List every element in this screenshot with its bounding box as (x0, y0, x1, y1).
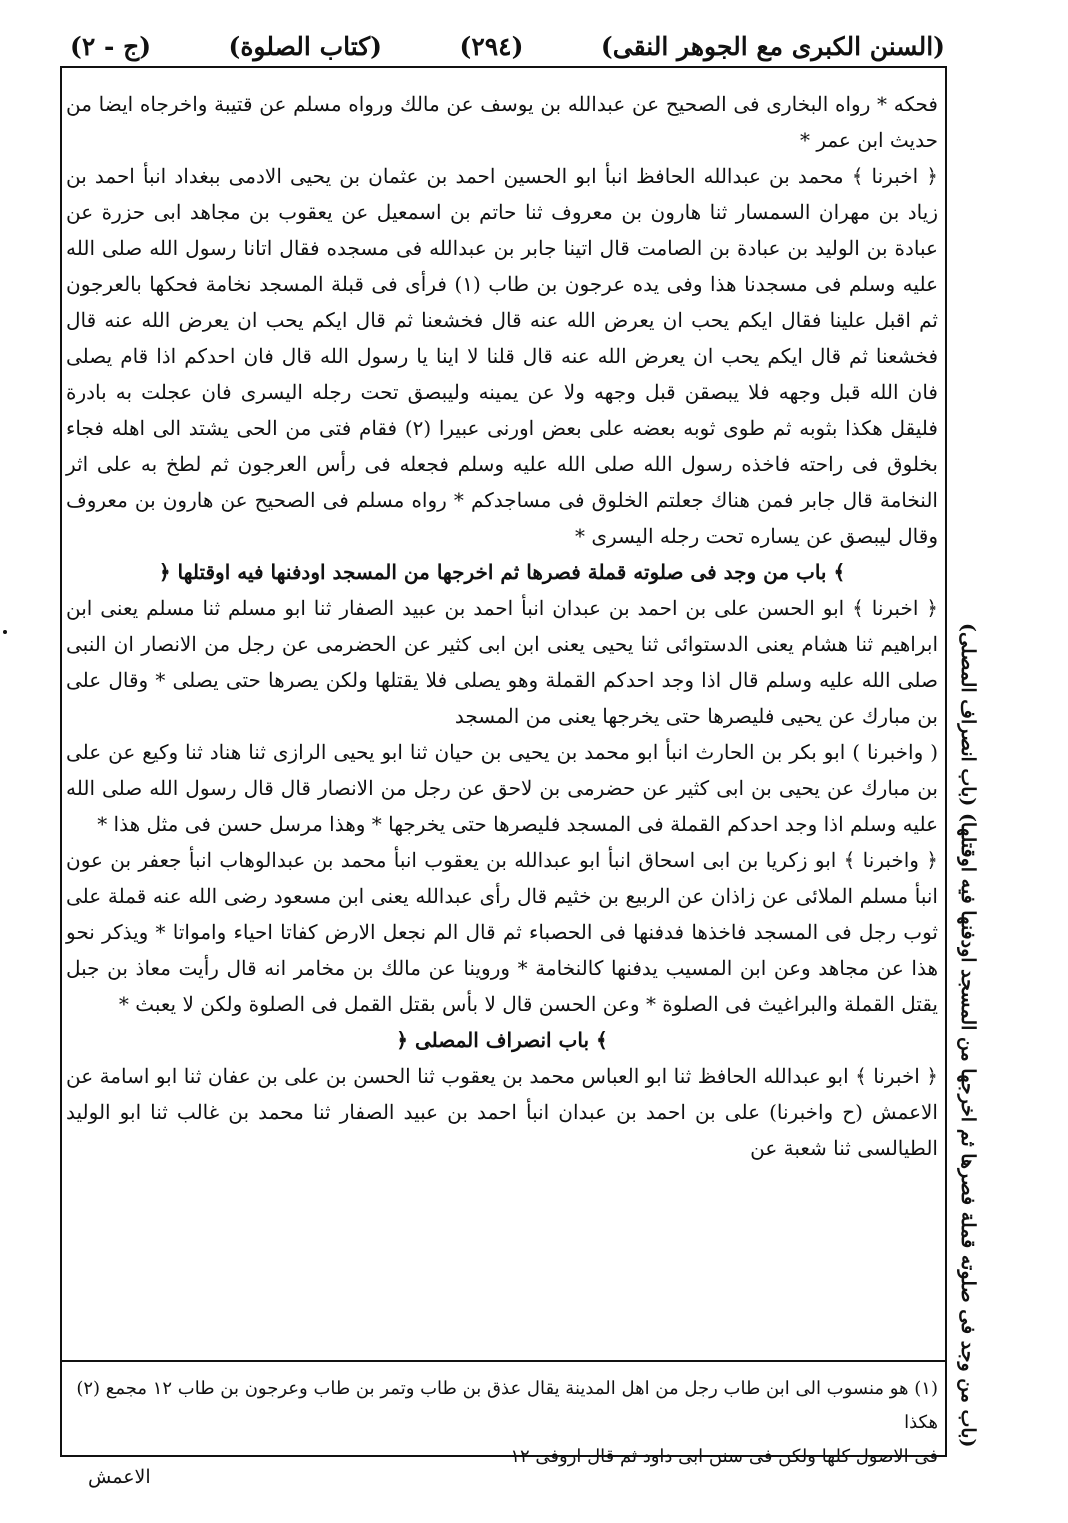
paragraph-4: ( واخبرنا ) ابو بكر بن الحارث انبأ ابو محمد بن يحيى بن حيان ثنا ابو يحيى الرازى ثنا هناد ثنا وكيع عن على بن مبارك عن يحيى بن ابى كثير عن حضرمى بن لاحق عن رجل من الانصار قال قال رسول الله صلى الله عليه وسلم اذا وجد احدكم القملة فى المسجد فليصرها حتى يخرجها * وهذا مرسل حسن فى مثل هذا * (66, 740, 938, 836)
catchword: الاعمش (88, 1466, 151, 1488)
footnote-line-1: (١) هو منسوب الى ابن طاب رجل من اهل المدينة يقال عذق بن طاب وتمر بن طاب وعرجون بن طاب ١٢ مجمع (٢) هكذا (76, 1378, 938, 1433)
footnote-line-2: فى الاصول كلها ولكن فى سنن ابى داود ثم قال اروفى ١٢ (510, 1446, 938, 1467)
running-header (70, 26, 945, 66)
margin-note-text: (باب من وجد فى صلوته قملة فصرها ثم اخرجها من المسجد اودفنها فيه اوقتلها) (باب انصراف المصلى) (957, 622, 979, 1448)
margin-dot (3, 630, 7, 634)
book-title: (السنن الكبرى مع الجوهر النقى) (600, 31, 945, 61)
heading-ornament-left: ﴿ (396, 1028, 408, 1052)
chapter-heading-1 (66, 554, 938, 590)
paragraph-1: فحكه * رواه البخارى فى الصحيح عن عبدالله بن يوسف عن مالك ورواه مسلم عن قتيبة واخرجاه ايضا من حديث ابن عمر * (66, 92, 938, 152)
paragraph-2: ﴿ اخبرنا ﴾ محمد بن عبدالله الحافظ انبأ ابو الحسين احمد بن عثمان بن يحيى الادمى ببغداد انبأ احمد بن زياد بن مهران السمسار ثنا هارون بن معروف ثنا حاتم بن اسمعيل عن يعقوب بن مجاهد ابى حزرة عن عبادة بن الوليد بن عبادة بن الصامت قال اتينا جابر بن عبدالله فى مسجده فقال اتانا رسول الله صلى الله عليه وسلم فى مسجدنا هذا وفى يده عرجون بن طاب (١) فرأى فى قبلة المسجد نخامة فحكها بالعرجون ثم اقبل علينا فقال ايكم يحب ان يعرض الله عنه قال فخشعنا ثم قال ايكم يحب ان يعرض الله عنه قال فخشعنا ثم قال ايكم يحب ان يعرض الله عنه قال قلنا لا اينا يا رسول الله قال فان احدكم اذا قام يصلى فان الله قبل وجهه فلا يبصقن قبل وجهه ولا عن يمينه وليبصق تحت رجله اليسرى فان عجلت به بادرة فليقل هكذا بثوبه ثم طوى ثوبه بعضه على بعض اورنى عبيرا (٢) فقام فتى من الحى يشتد الى اهله فجاء بخلوق فى راحته فاخذه رسول الله صلى الله عليه وسلم فجعله فى رأس العرجون ثم لطخ به على اثر النخامة قال جابر فمن هناك جعلتم الخلوق فى مساجدكم * رواه مسلم فى الصحيح عن هارون بن معروف وقال ليبصق عن يساره تحت رجله اليسرى * (66, 164, 939, 548)
paragraph-3: ﴿ اخبرنا ﴾ ابو الحسن على بن احمد بن عبدان انبأ احمد بن عبيد الصفار ثنا ابو مسلم ثنا مسلم يعنى ابن ابراهيم ثنا هشام يعنى الدستوائى ثنا يحيى يعنى ابن ابى كثير عن الحضرمى عن رجل من الانصار ان النبى صلى الله عليه وسلم قال اذا وجد احدكم القملة وهو يصلى فلا يقتلها ولكن يصرها حتى يصلى * وقال على بن مبارك عن يحيى فليصرها حتى يخرجها يعنى من المسجد (66, 596, 939, 728)
page-number: (٢٩٤) (459, 31, 524, 61)
main-text (66, 86, 938, 1166)
chapter-title-1: باب من وجد فى صلوته قملة فصرها ثم اخرجها من المسجد اودفنها فيه اوقتلها (177, 560, 827, 584)
margin-chapter-note (948, 622, 988, 1448)
footnotes (66, 1372, 938, 1474)
paragraph-6: ﴿ اخبرنا ﴾ ابو عبدالله الحافظ ثنا ابو العباس محمد بن يعقوب ثنا الحسن بن على بن عفان ثنا ابو اسامة عن الاعمش (ح واخبرنا) على بن احمد بن عبدان انبأ احمد بن عبيد الصفار ثنا محمد بن غالب ثنا ابو الوليد الطيالسى ثنا شعبة عن (66, 1064, 939, 1160)
footnote-divider (60, 1360, 947, 1362)
heading-ornament-left: ﴿ (158, 560, 171, 584)
volume-number: (ج - ٢) (70, 31, 152, 61)
chapter-heading-2 (66, 1022, 938, 1058)
heading-ornament-right: ﴾ (596, 1028, 608, 1052)
paragraph-5: ﴿ واخبرنا ﴾ ابو زكريا بن ابى اسحاق انبأ ابو عبدالله بن يعقوب انبأ محمد بن عبدالوهاب انبأ جعفر بن عون انبأ مسلم الملائى عن زاذان عن الربيع بن خثيم قال رأى عبدالله يعنى ابن مسعود رضى الله عنه قملة على ثوب رجل فى المسجد فاخذها فدفنها فى الحصباء ثم قال الم نجعل الارض كفاتا احياء وامواتا * ويذكر نحو هذا عن مجاهد وعن ابن المسيب يدفنها كالنخامة * وروينا عن مالك بن مخامر انه قال رأيت معاذ بن جبل يقتل القملة والبراغيث فى الصلوة * وعن الحسن قال لا بأس بقتل القمل فى الصلوة ولكن لا يعبث * (66, 848, 938, 1016)
section-title: (كتاب الصلوة) (228, 31, 382, 61)
chapter-title-2: باب انصراف المصلى (414, 1028, 590, 1052)
heading-ornament-right: ﴾ (833, 560, 846, 584)
